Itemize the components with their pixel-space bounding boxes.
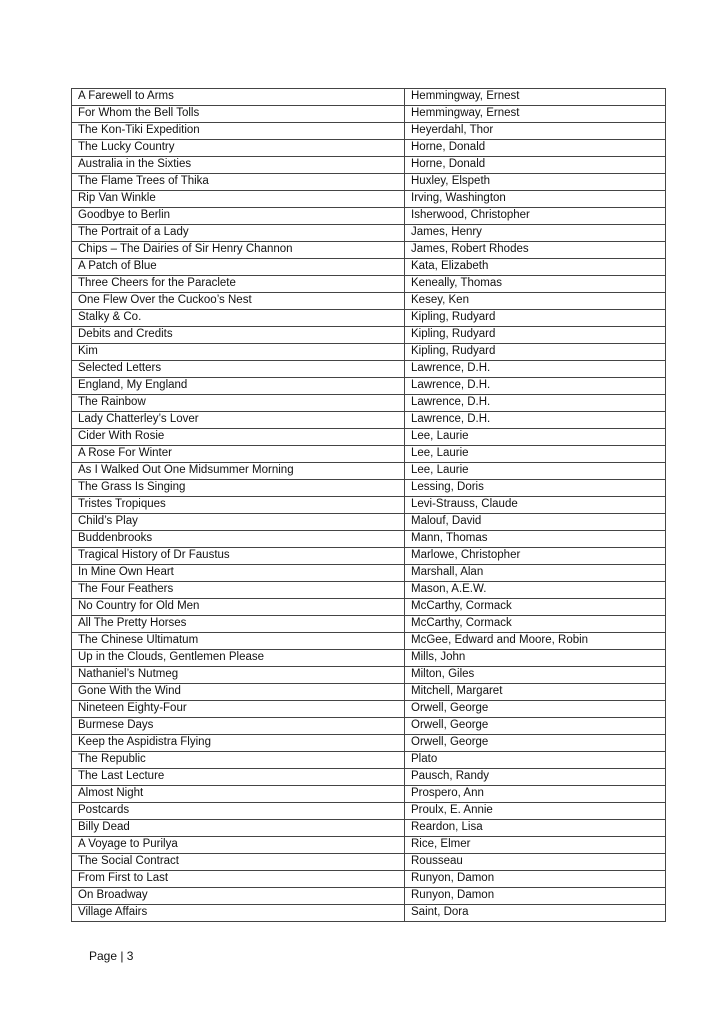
book-title-cell: The Portrait of a Lady <box>72 225 405 242</box>
book-title-cell: Keep the Aspidistra Flying <box>72 735 405 752</box>
book-title-cell: The Four Feathers <box>72 582 405 599</box>
table-row <box>72 140 666 157</box>
book-author-cell: Heyerdahl, Thor <box>405 123 666 140</box>
book-title-cell: The Lucky Country <box>72 140 405 157</box>
book-title-cell: Nathaniel’s Nutmeg <box>72 667 405 684</box>
book-author-cell: McGee, Edward and Moore, Robin <box>405 633 666 650</box>
book-author-cell: Prospero, Ann <box>405 786 666 803</box>
book-author-cell: Reardon, Lisa <box>405 820 666 837</box>
table-row <box>72 650 666 667</box>
table-row <box>72 769 666 786</box>
table-row <box>72 667 666 684</box>
book-title-cell: Chips – The Dairies of Sir Henry Channon <box>72 242 405 259</box>
book-author-cell: Hemmingway, Ernest <box>405 106 666 123</box>
table-row <box>72 429 666 446</box>
table-row <box>72 616 666 633</box>
book-author-cell: Runyon, Damon <box>405 888 666 905</box>
table-row <box>72 480 666 497</box>
table-row <box>72 735 666 752</box>
book-author-cell: Kipling, Rudyard <box>405 327 666 344</box>
book-title-cell: Goodbye to Berlin <box>72 208 405 225</box>
table-row <box>72 718 666 735</box>
book-title-cell: The Grass Is Singing <box>72 480 405 497</box>
table-row <box>72 888 666 905</box>
book-author-cell: Mills, John <box>405 650 666 667</box>
book-title-cell: A Rose For Winter <box>72 446 405 463</box>
book-title-cell: Child’s Play <box>72 514 405 531</box>
table-row <box>72 395 666 412</box>
book-list-table <box>71 88 666 922</box>
table-row <box>72 837 666 854</box>
book-title-cell: Stalky & Co. <box>72 310 405 327</box>
book-author-cell: Orwell, George <box>405 718 666 735</box>
book-title-cell: Lady Chatterley’s Lover <box>72 412 405 429</box>
table-row <box>72 89 666 106</box>
book-author-cell: Marshall, Alan <box>405 565 666 582</box>
book-author-cell: Lawrence, D.H. <box>405 412 666 429</box>
table-row <box>72 412 666 429</box>
book-author-cell: Orwell, George <box>405 735 666 752</box>
book-title-cell: Buddenbrooks <box>72 531 405 548</box>
table-row <box>72 259 666 276</box>
book-title-cell: On Broadway <box>72 888 405 905</box>
table-row <box>72 684 666 701</box>
book-title-cell: Three Cheers for the Paraclete <box>72 276 405 293</box>
table-row <box>72 497 666 514</box>
book-title-cell: One Flew Over the Cuckoo’s Nest <box>72 293 405 310</box>
book-author-cell: Huxley, Elspeth <box>405 174 666 191</box>
book-title-cell: Debits and Credits <box>72 327 405 344</box>
book-author-cell: Isherwood, Christopher <box>405 208 666 225</box>
table-row <box>72 242 666 259</box>
table-row <box>72 463 666 480</box>
book-list-body <box>72 89 666 922</box>
book-title-cell: Tragical History of Dr Faustus <box>72 548 405 565</box>
book-title-cell: Gone With the Wind <box>72 684 405 701</box>
table-row <box>72 293 666 310</box>
book-title-cell: A Patch of Blue <box>72 259 405 276</box>
book-title-cell: A Voyage to Purilya <box>72 837 405 854</box>
book-author-cell: Orwell, George <box>405 701 666 718</box>
table-row <box>72 565 666 582</box>
book-author-cell: Horne, Donald <box>405 140 666 157</box>
table-row <box>72 361 666 378</box>
book-author-cell: James, Robert Rhodes <box>405 242 666 259</box>
book-author-cell: Kesey, Ken <box>405 293 666 310</box>
book-title-cell: As I Walked Out One Midsummer Morning <box>72 463 405 480</box>
book-title-cell: Nineteen Eighty-Four <box>72 701 405 718</box>
book-title-cell: England, My England <box>72 378 405 395</box>
book-author-cell: Mason, A.E.W. <box>405 582 666 599</box>
book-title-cell: A Farewell to Arms <box>72 89 405 106</box>
book-title-cell: In Mine Own Heart <box>72 565 405 582</box>
table-row <box>72 191 666 208</box>
table-row <box>72 344 666 361</box>
book-title-cell: The Social Contract <box>72 854 405 871</box>
book-title-cell: The Rainbow <box>72 395 405 412</box>
table-row <box>72 225 666 242</box>
book-author-cell: Lee, Laurie <box>405 446 666 463</box>
table-row <box>72 803 666 820</box>
book-title-cell: Billy Dead <box>72 820 405 837</box>
book-author-cell: Mann, Thomas <box>405 531 666 548</box>
book-author-cell: Malouf, David <box>405 514 666 531</box>
table-row <box>72 327 666 344</box>
book-author-cell: Rice, Elmer <box>405 837 666 854</box>
book-title-cell: The Republic <box>72 752 405 769</box>
book-author-cell: Hemmingway, Ernest <box>405 89 666 106</box>
book-author-cell: Lee, Laurie <box>405 463 666 480</box>
book-title-cell: Village Affairs <box>72 905 405 922</box>
book-author-cell: Lawrence, D.H. <box>405 395 666 412</box>
book-author-cell: Levi-Strauss, Claude <box>405 497 666 514</box>
table-row <box>72 531 666 548</box>
table-row <box>72 701 666 718</box>
book-author-cell: Proulx, E. Annie <box>405 803 666 820</box>
book-author-cell: Runyon, Damon <box>405 871 666 888</box>
book-author-cell: Lawrence, D.H. <box>405 378 666 395</box>
table-row <box>72 854 666 871</box>
table-row <box>72 633 666 650</box>
book-author-cell: Saint, Dora <box>405 905 666 922</box>
book-author-cell: Marlowe, Christopher <box>405 548 666 565</box>
book-title-cell: The Flame Trees of Thika <box>72 174 405 191</box>
book-title-cell: Up in the Clouds, Gentlemen Please <box>72 650 405 667</box>
table-row <box>72 599 666 616</box>
table-row <box>72 378 666 395</box>
book-title-cell: Australia in the Sixties <box>72 157 405 174</box>
table-row <box>72 157 666 174</box>
book-title-cell: Almost Night <box>72 786 405 803</box>
book-title-cell: Burmese Days <box>72 718 405 735</box>
book-author-cell: Milton, Giles <box>405 667 666 684</box>
table-row <box>72 786 666 803</box>
table-row <box>72 514 666 531</box>
book-author-cell: Kata, Elizabeth <box>405 259 666 276</box>
book-title-cell: Rip Van Winkle <box>72 191 405 208</box>
table-row <box>72 820 666 837</box>
table-row <box>72 123 666 140</box>
table-row <box>72 548 666 565</box>
book-author-cell: James, Henry <box>405 225 666 242</box>
book-author-cell: Lessing, Doris <box>405 480 666 497</box>
table-row <box>72 106 666 123</box>
table-row <box>72 276 666 293</box>
book-title-cell: All The Pretty Horses <box>72 616 405 633</box>
book-title-cell: No Country for Old Men <box>72 599 405 616</box>
book-author-cell: Horne, Donald <box>405 157 666 174</box>
book-author-cell: Lawrence, D.H. <box>405 361 666 378</box>
book-author-cell: Kipling, Rudyard <box>405 310 666 327</box>
table-row <box>72 752 666 769</box>
book-title-cell: Tristes Tropiques <box>72 497 405 514</box>
book-author-cell: Irving, Washington <box>405 191 666 208</box>
book-author-cell: McCarthy, Cormack <box>405 616 666 633</box>
table-row <box>72 310 666 327</box>
book-title-cell: For Whom the Bell Tolls <box>72 106 405 123</box>
book-title-cell: Postcards <box>72 803 405 820</box>
book-author-cell: Kipling, Rudyard <box>405 344 666 361</box>
book-author-cell: Mitchell, Margaret <box>405 684 666 701</box>
book-author-cell: Lee, Laurie <box>405 429 666 446</box>
table-row <box>72 582 666 599</box>
book-author-cell: Pausch, Randy <box>405 769 666 786</box>
book-title-cell: Cider With Rosie <box>72 429 405 446</box>
table-row <box>72 208 666 225</box>
book-title-cell: The Last Lecture <box>72 769 405 786</box>
book-title-cell: The Kon-Tiki Expedition <box>72 123 405 140</box>
book-author-cell: Keneally, Thomas <box>405 276 666 293</box>
book-title-cell: Selected Letters <box>72 361 405 378</box>
book-title-cell: From First to Last <box>72 871 405 888</box>
book-title-cell: Kim <box>72 344 405 361</box>
book-author-cell: McCarthy, Cormack <box>405 599 666 616</box>
table-row <box>72 871 666 888</box>
book-title-cell: The Chinese Ultimatum <box>72 633 405 650</box>
table-row <box>72 174 666 191</box>
table-row <box>72 905 666 922</box>
page-footer: Page | 3 <box>89 949 134 963</box>
table-row <box>72 446 666 463</box>
book-author-cell: Rousseau <box>405 854 666 871</box>
book-author-cell: Plato <box>405 752 666 769</box>
